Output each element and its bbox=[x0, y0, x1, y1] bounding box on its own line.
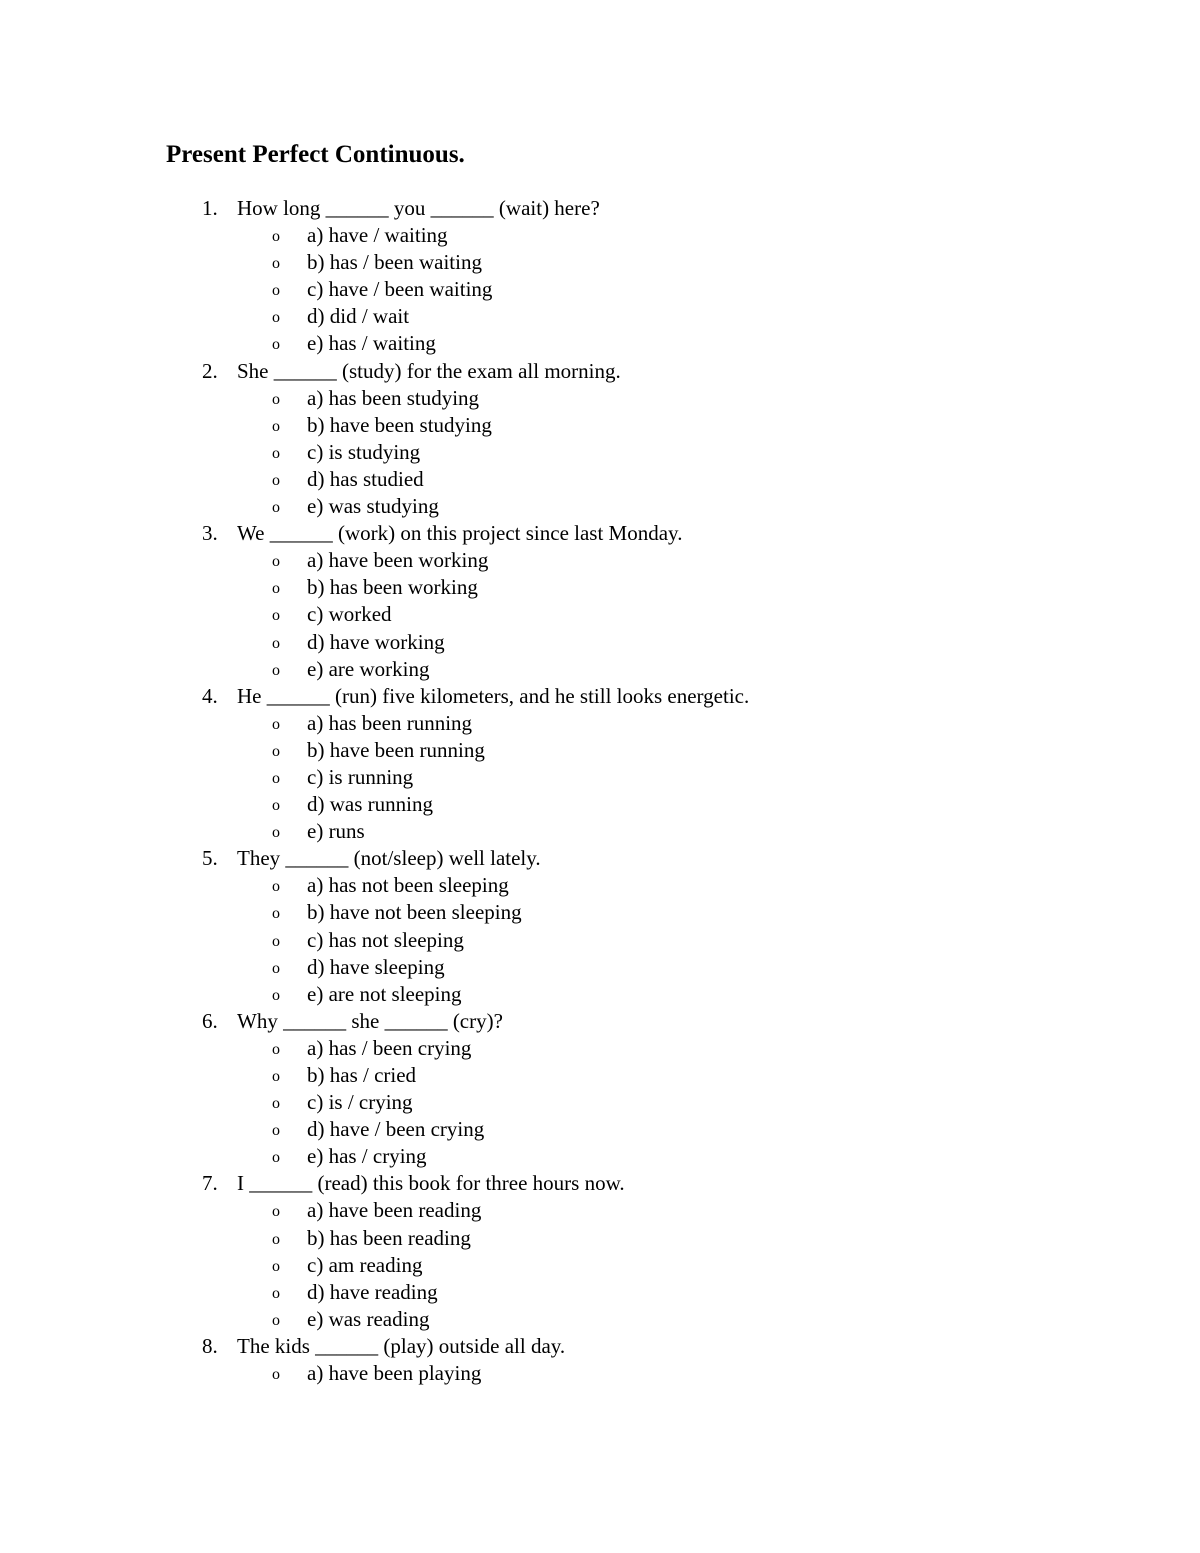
question-item bbox=[0, 1008, 1200, 1171]
option-text: b) have been running bbox=[307, 737, 485, 762]
circle-bullet-icon: o bbox=[272, 932, 280, 950]
option-item bbox=[0, 249, 1200, 276]
question-text: Why ______ she ______ (cry)? bbox=[237, 1008, 503, 1033]
option-item bbox=[0, 330, 1200, 357]
option-list bbox=[0, 872, 1200, 1007]
option-text: c) is / crying bbox=[307, 1090, 413, 1115]
circle-bullet-icon: o bbox=[272, 1366, 280, 1384]
question-text: How long ______ you ______ (wait) here? bbox=[237, 196, 600, 220]
circle-bullet-icon: o bbox=[272, 959, 280, 977]
option-list bbox=[0, 1197, 1200, 1332]
circle-bullet-icon: o bbox=[272, 634, 280, 652]
circle-bullet-icon: o bbox=[272, 444, 280, 462]
question-text: She ______ (study) for the exam all morning. bbox=[237, 358, 621, 383]
option-text: b) has been reading bbox=[307, 1225, 471, 1250]
option-list bbox=[0, 1360, 1200, 1387]
option-item bbox=[0, 1035, 1200, 1062]
question-item bbox=[0, 683, 1200, 846]
option-item bbox=[0, 710, 1200, 737]
option-text: e) has / waiting bbox=[307, 331, 436, 356]
question-line bbox=[0, 1008, 1200, 1035]
question-number: 3. bbox=[202, 521, 218, 546]
circle-bullet-icon: o bbox=[272, 1284, 280, 1302]
question-item bbox=[0, 520, 1200, 683]
question-item bbox=[0, 845, 1200, 1008]
option-text: a) has been running bbox=[307, 710, 473, 735]
circle-bullet-icon: o bbox=[272, 282, 280, 300]
circle-bullet-icon: o bbox=[272, 336, 280, 354]
option-text: e) has / crying bbox=[307, 1144, 427, 1169]
question-item bbox=[0, 1170, 1200, 1333]
option-text: b) has been working bbox=[307, 575, 478, 600]
option-list bbox=[0, 1035, 1200, 1170]
option-text: d) did / wait bbox=[307, 304, 410, 329]
option-text: b) has / cried bbox=[307, 1063, 417, 1087]
option-text: d) have sleeping bbox=[307, 954, 445, 979]
circle-bullet-icon: o bbox=[272, 1149, 280, 1167]
option-list bbox=[0, 710, 1200, 845]
question-number: 4. bbox=[202, 683, 218, 708]
question-list bbox=[0, 195, 1200, 1387]
option-item bbox=[0, 954, 1200, 981]
option-item bbox=[0, 1197, 1200, 1224]
option-item bbox=[0, 466, 1200, 493]
option-item bbox=[0, 899, 1200, 926]
circle-bullet-icon: o bbox=[272, 1230, 280, 1248]
option-item bbox=[0, 791, 1200, 818]
option-text: e) was reading bbox=[307, 1306, 430, 1331]
option-text: c) is studying bbox=[307, 439, 421, 464]
question-text: He ______ (run) five kilometers, and he still looks energetic. bbox=[237, 683, 750, 708]
option-text: c) worked bbox=[307, 602, 392, 627]
question-line bbox=[0, 195, 1200, 222]
option-item bbox=[0, 872, 1200, 899]
question-number: 7. bbox=[202, 1171, 218, 1196]
option-item bbox=[0, 981, 1200, 1008]
circle-bullet-icon: o bbox=[272, 607, 280, 625]
circle-bullet-icon: o bbox=[272, 1068, 280, 1085]
circle-bullet-icon: o bbox=[272, 417, 280, 435]
question-line bbox=[0, 683, 1200, 710]
option-item bbox=[0, 385, 1200, 412]
question-line bbox=[0, 1170, 1200, 1197]
option-item bbox=[0, 1089, 1200, 1116]
circle-bullet-icon: o bbox=[272, 742, 280, 760]
option-text: c) has not sleeping bbox=[307, 927, 464, 952]
option-text: b) have been studying bbox=[307, 412, 492, 437]
question-text: They ______ (not/sleep) well lately. bbox=[237, 846, 541, 871]
question-item bbox=[0, 1333, 1200, 1387]
circle-bullet-icon: o bbox=[272, 553, 280, 571]
option-item bbox=[0, 1143, 1200, 1170]
option-item bbox=[0, 1360, 1200, 1387]
option-text: e) are working bbox=[307, 656, 430, 681]
circle-bullet-icon: o bbox=[272, 255, 280, 273]
question-line bbox=[0, 1333, 1200, 1360]
option-item bbox=[0, 1225, 1200, 1252]
circle-bullet-icon: o bbox=[272, 499, 280, 517]
option-text: a) have been working bbox=[307, 548, 489, 573]
question-number: 8. bbox=[202, 1333, 218, 1358]
option-text: d) have / been crying bbox=[307, 1117, 485, 1142]
circle-bullet-icon: o bbox=[272, 769, 280, 787]
circle-bullet-icon: o bbox=[272, 1311, 280, 1329]
option-text: b) have not been sleeping bbox=[307, 900, 522, 925]
page-title: Present Perfect Continuous. bbox=[166, 141, 465, 168]
option-list bbox=[0, 385, 1200, 520]
option-item bbox=[0, 1306, 1200, 1333]
question-text: We ______ (work) on this project since last Monday. bbox=[237, 521, 683, 546]
option-text: c) is running bbox=[307, 764, 414, 789]
circle-bullet-icon: o bbox=[272, 1257, 280, 1275]
option-item bbox=[0, 1116, 1200, 1143]
question-line bbox=[0, 520, 1200, 547]
question-text: I ______ (read) this book for three hours now. bbox=[237, 1171, 625, 1196]
circle-bullet-icon: o bbox=[272, 661, 280, 679]
option-text: e) are not sleeping bbox=[307, 981, 462, 1006]
option-text: d) was running bbox=[307, 792, 433, 817]
option-text: a) has / been crying bbox=[307, 1035, 472, 1060]
option-item bbox=[0, 574, 1200, 601]
circle-bullet-icon: o bbox=[272, 824, 280, 842]
question-number: 2. bbox=[202, 358, 218, 383]
circle-bullet-icon: o bbox=[272, 1122, 280, 1140]
option-item bbox=[0, 439, 1200, 466]
circle-bullet-icon: o bbox=[272, 1203, 280, 1221]
circle-bullet-icon: o bbox=[272, 390, 280, 408]
option-item bbox=[0, 601, 1200, 628]
circle-bullet-icon: o bbox=[272, 1095, 280, 1113]
option-text: a) have / waiting bbox=[307, 223, 448, 248]
option-item bbox=[0, 818, 1200, 845]
option-text: d) have working bbox=[307, 629, 445, 654]
circle-bullet-icon: o bbox=[272, 580, 280, 598]
circle-bullet-icon: o bbox=[272, 986, 280, 1004]
option-item bbox=[0, 764, 1200, 791]
option-item bbox=[0, 303, 1200, 330]
option-text: e) runs bbox=[307, 819, 365, 844]
option-item bbox=[0, 276, 1200, 303]
option-item bbox=[0, 493, 1200, 520]
question-line bbox=[0, 358, 1200, 385]
option-text: d) have reading bbox=[307, 1279, 438, 1304]
question-item bbox=[0, 358, 1200, 521]
option-text: a) has been studying bbox=[307, 385, 480, 410]
option-list bbox=[0, 547, 1200, 682]
question-text: The kids ______ (play) outside all day. bbox=[237, 1333, 566, 1358]
option-text: c) am reading bbox=[307, 1252, 423, 1277]
option-text: a) have been reading bbox=[307, 1198, 482, 1223]
question-number: 6. bbox=[202, 1008, 218, 1033]
circle-bullet-icon: o bbox=[272, 228, 280, 246]
option-text: c) have / been waiting bbox=[307, 277, 493, 302]
circle-bullet-icon: o bbox=[272, 797, 280, 815]
option-text: e) was studying bbox=[307, 494, 439, 519]
option-text: a) have been playing bbox=[307, 1361, 482, 1386]
option-item bbox=[0, 927, 1200, 954]
option-item bbox=[0, 1279, 1200, 1306]
circle-bullet-icon: o bbox=[272, 471, 280, 489]
circle-bullet-icon: o bbox=[272, 878, 280, 896]
circle-bullet-icon: o bbox=[272, 309, 280, 327]
question-number: 5. bbox=[202, 846, 218, 871]
option-text: d) has studied bbox=[307, 466, 424, 491]
question-item bbox=[0, 195, 1200, 358]
circle-bullet-icon: o bbox=[272, 715, 280, 733]
circle-bullet-icon: o bbox=[272, 1040, 280, 1058]
option-item bbox=[0, 222, 1200, 249]
option-text: b) has / been waiting bbox=[307, 250, 482, 275]
option-text: a) has not been sleeping bbox=[307, 873, 509, 898]
option-item bbox=[0, 656, 1200, 683]
option-item bbox=[0, 1252, 1200, 1279]
option-item bbox=[0, 737, 1200, 764]
option-list bbox=[0, 222, 1200, 357]
circle-bullet-icon: o bbox=[272, 905, 280, 923]
option-item bbox=[0, 1062, 1200, 1089]
question-line bbox=[0, 845, 1200, 872]
question-number: 1. bbox=[202, 196, 218, 220]
option-item bbox=[0, 629, 1200, 656]
option-item bbox=[0, 412, 1200, 439]
option-item bbox=[0, 547, 1200, 574]
